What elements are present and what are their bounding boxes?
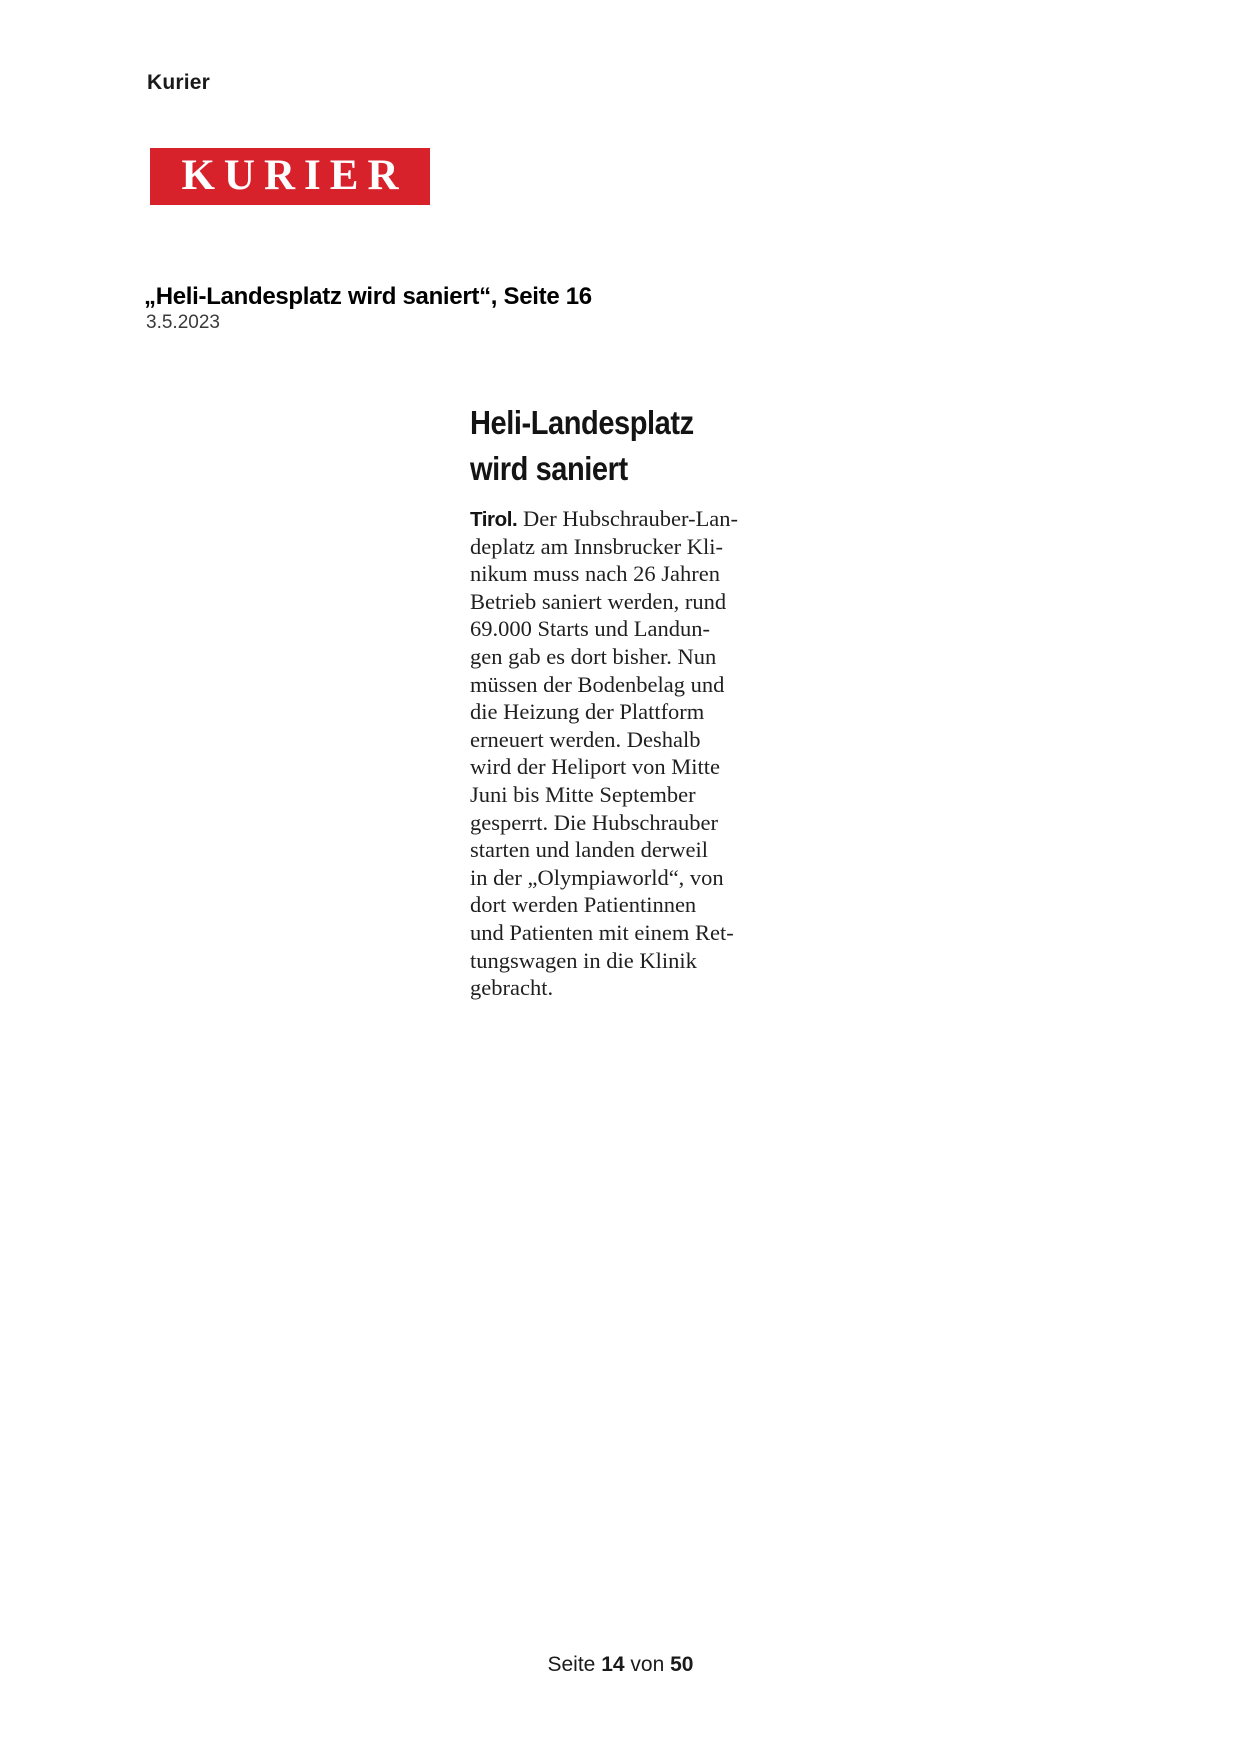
page-footer xyxy=(0,1653,1241,1677)
footer-total-pages: 50 xyxy=(670,1653,694,1676)
article-body-line: gen gab es dort bisher. Nun xyxy=(470,643,717,669)
article-body-line: 69.000 Starts und Landun- xyxy=(470,616,710,642)
article-headline-line1: Heli-Landesplatz xyxy=(470,404,694,441)
article-body-line: deplatz am Innsbrucker Kli- xyxy=(470,533,724,559)
article-body-line: nikum muss nach 26 Jahren xyxy=(470,561,720,587)
article-body-line: Juni bis Mitte September xyxy=(470,781,696,807)
article-body-line: müssen der Bodenbelag und xyxy=(470,671,725,697)
source-label: Kurier xyxy=(147,71,211,94)
footer-current-page: 14 xyxy=(601,1653,625,1676)
clipping-date: 3.5.2023 xyxy=(146,312,220,333)
kurier-logo-text: KURIER xyxy=(181,151,408,199)
article-body-line: die Heizung der Plattform xyxy=(470,699,705,725)
article-body xyxy=(470,505,770,1002)
article-body-line: dort werden Patientinnen xyxy=(470,892,697,918)
clipping-title: „Heli-Landesplatz wird saniert“, Seite 16 xyxy=(144,283,592,310)
article-body-line: erneuert werden. Deshalb xyxy=(470,726,701,752)
article-lead-label: Tirol. xyxy=(470,508,518,531)
article-body-line xyxy=(470,505,770,533)
article-body-line: tungswagen in die Klinik xyxy=(470,947,697,973)
article-headline xyxy=(470,400,734,492)
article-body-line: Betrieb saniert werden, rund xyxy=(470,588,727,614)
article-body-line: in der „Olympiaworld“, von xyxy=(470,864,724,890)
article-body-line: gesperrt. Die Hubschrauber xyxy=(470,809,719,835)
article-body-line: und Patienten mit einem Ret- xyxy=(470,919,734,945)
article xyxy=(470,400,770,1002)
article-body-text: Der Hubschrauber-Lan- xyxy=(522,506,739,531)
footer-label: Seite xyxy=(547,1653,596,1676)
footer-separator: von xyxy=(630,1653,665,1676)
article-body-line: wird der Heliport von Mitte xyxy=(470,754,720,780)
article-body-line: gebracht. xyxy=(470,975,554,1001)
article-headline-line2: wird saniert xyxy=(470,450,628,487)
kurier-logo xyxy=(150,148,430,205)
article-body-line: starten und landen derweil xyxy=(470,837,709,863)
